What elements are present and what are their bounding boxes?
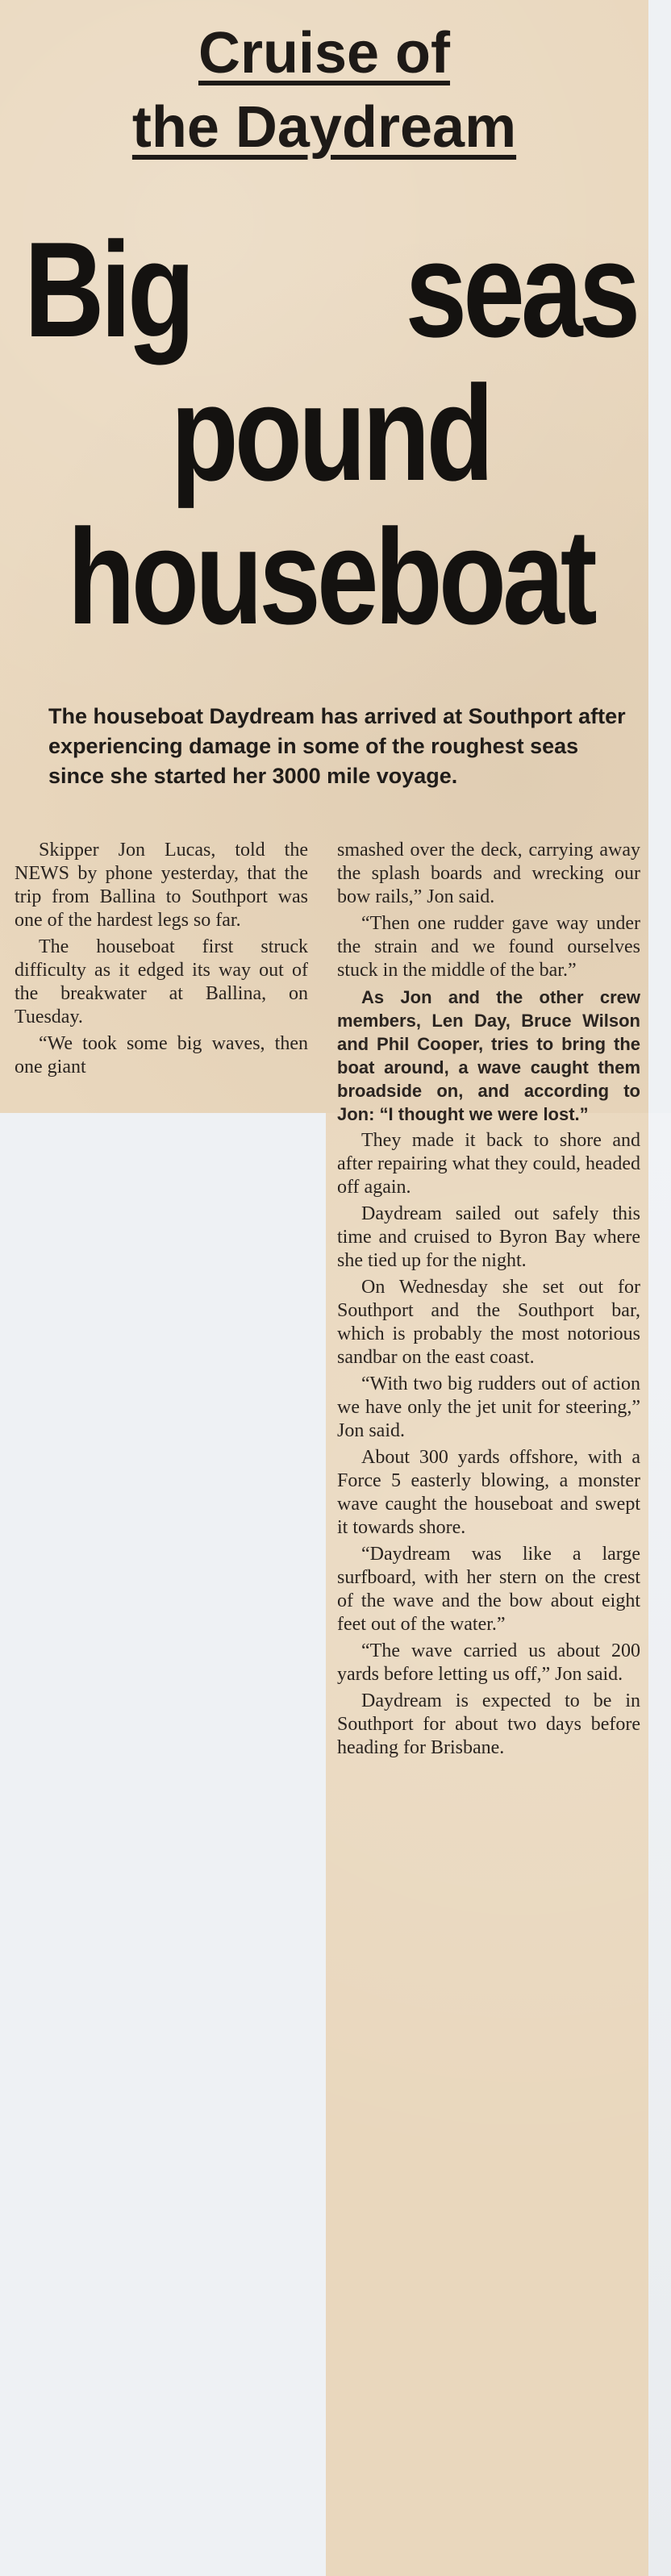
paragraph: “Daydream was like a large surfboard, with her stern on the crest of the wave and the bow about eight feet out of the water.” bbox=[337, 1544, 640, 1635]
paragraph: “The wave carried us about 200 yards before letting us off,” Jon said. bbox=[337, 1640, 640, 1685]
headline-line-1 bbox=[24, 214, 637, 365]
paragraph: Daydream sailed out safely this time and cruised to Byron Bay where she tied up for the night. bbox=[337, 1203, 640, 1271]
headline-word-big: Big bbox=[24, 214, 192, 365]
article-column-1 bbox=[15, 839, 308, 1082]
paragraph: smashed over the deck, carrying away the splash boards and wrecking our bow rails,” Jon said. bbox=[337, 840, 640, 907]
headline-line-3: houseboat bbox=[67, 501, 594, 652]
headline bbox=[24, 214, 637, 652]
headline-line-2: pound bbox=[170, 357, 490, 509]
paragraph: Daydream is expected to be in Southport for about two days before heading for Brisbane. bbox=[337, 1690, 640, 1758]
kicker-line-2: the Daydream bbox=[131, 95, 517, 160]
paragraph: On Wednesday she set out for Southport and the Southport bar, which is probably the most notorious sandbar on the east coast. bbox=[337, 1277, 640, 1368]
paragraph: “Then one rudder gave way under the strain and we found ourselves stuck in the middle of the bar.” bbox=[337, 913, 640, 981]
intro-paragraph: The houseboat Daydream has arrived at Southport after experiencing damage in some of the roughest seas since she started her 3000 mile voyage. bbox=[48, 704, 626, 788]
paragraph: “We took some big waves, then one giant bbox=[15, 1033, 308, 1078]
paragraph: The houseboat first struck difficulty as it edged its way out of the breakwater at Ballina, on Tuesday. bbox=[15, 936, 308, 1027]
headline-word-seas: seas bbox=[405, 214, 637, 365]
paragraph: About 300 yards offshore, with a Force 5 easterly blowing, a monster wave caught the houseboat and swept it towards shore. bbox=[337, 1447, 640, 1538]
paragraph: “With two big rudders out of action we have only the jet unit for steering,” Jon said. bbox=[337, 1373, 640, 1441]
empty-background bbox=[0, 1113, 326, 2576]
paragraph: They made it back to shore and after repairing what they could, headed off again. bbox=[337, 1130, 640, 1198]
kicker-line-1: Cruise of bbox=[198, 21, 451, 85]
paragraph-bold: As Jon and the other crew members, Len Day, Bruce Wilson and Phil Cooper, tries to bring the boat around, a wave caught them broadside on, and according to Jon: “I thought we were lost.” bbox=[337, 987, 640, 1124]
article-column-2 bbox=[337, 839, 640, 1763]
kicker-title bbox=[0, 16, 648, 165]
paragraph: Skipper Jon Lucas, told the NEWS by phone yesterday, that the trip from Ballina to Southport was one of the hardest legs so far. bbox=[15, 840, 308, 931]
